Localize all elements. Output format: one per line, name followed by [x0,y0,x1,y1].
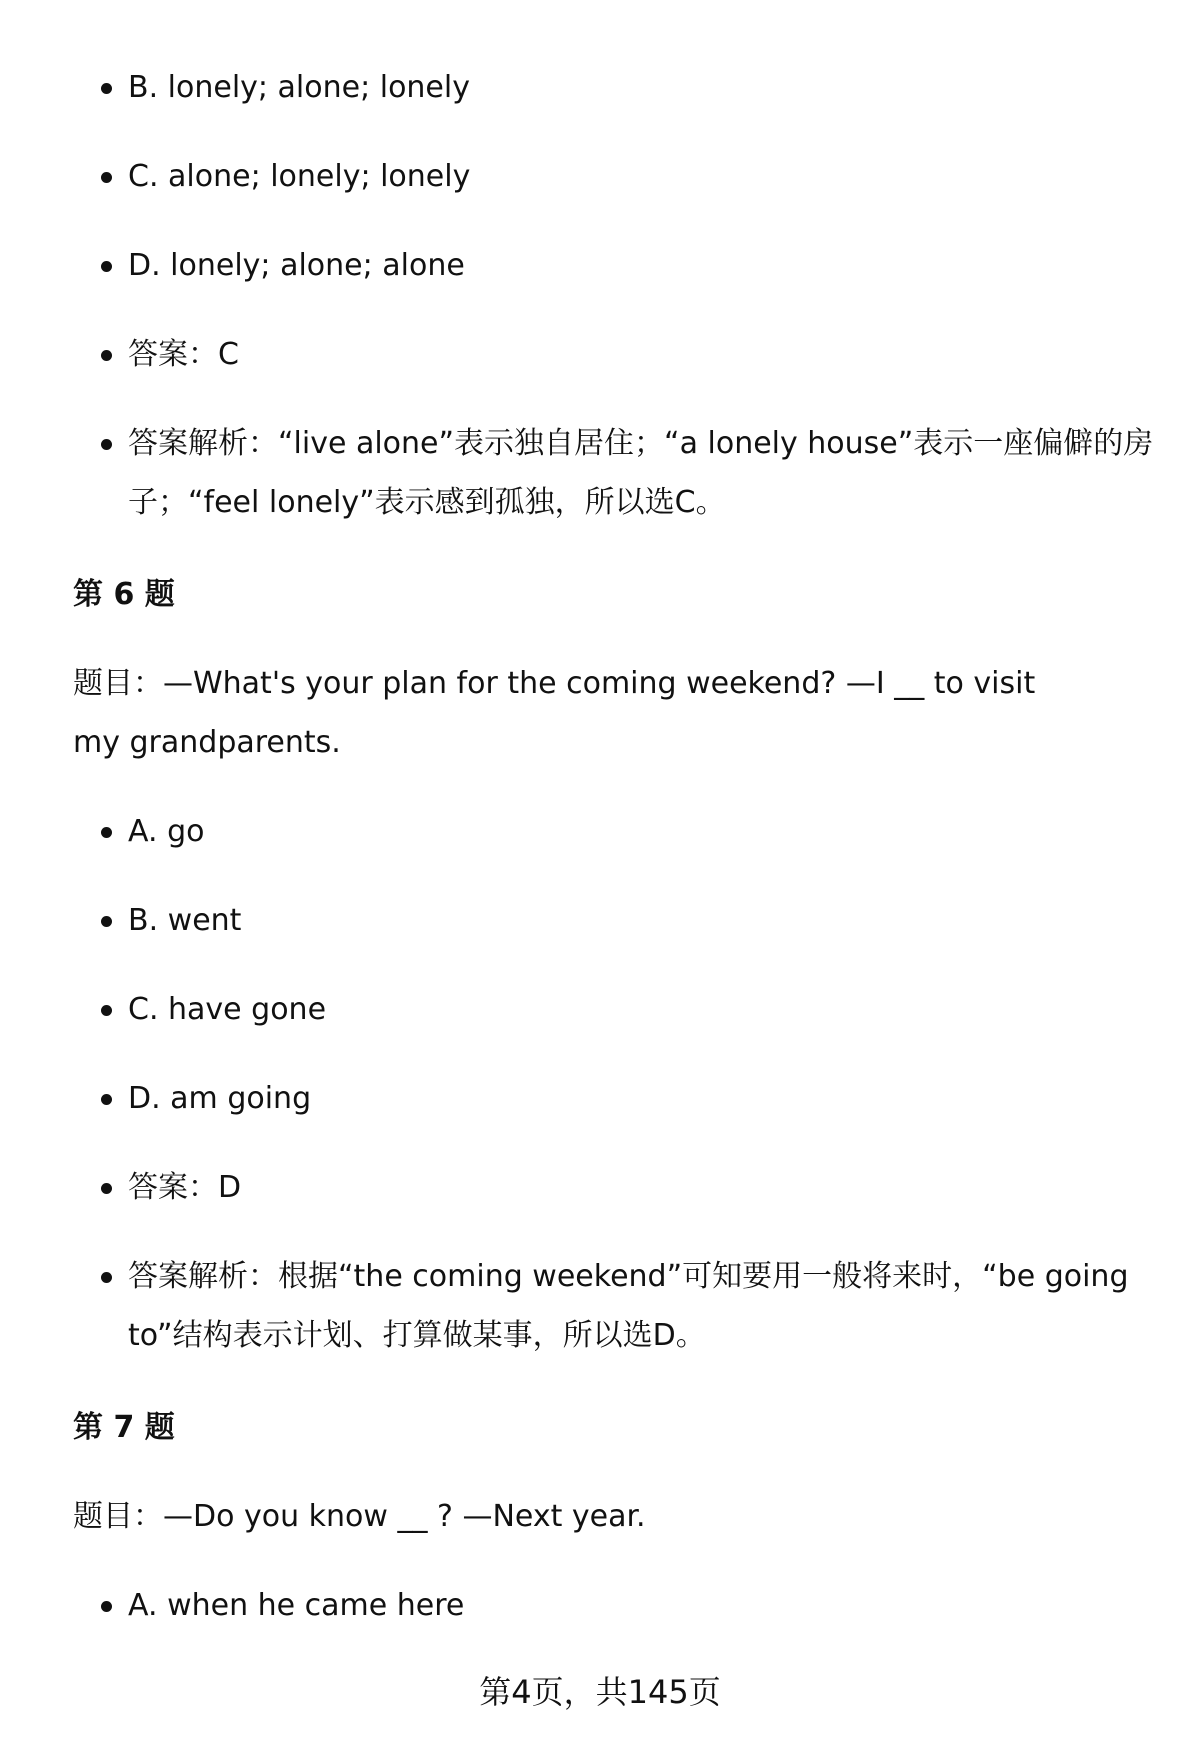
bullet-icon [101,1272,112,1283]
option-text: D. lonely; alone; alone [128,248,465,283]
q6-heading: 第 6 题 [73,577,175,612]
option-text: B. went [128,903,242,938]
bullet-icon [101,261,112,272]
q5-option-d [128,236,1158,295]
q6-option-d [128,1069,1158,1128]
bullet-icon [101,1005,112,1016]
page-number: 第4页，共145页 [479,1673,721,1711]
bullet-icon [101,172,112,183]
explanation-text: 答案解析：“live alone”表示独自居住；“a lonely house”表示一座偏僻的房子；“feel lonely”表示感到孤独，所以选C。 [128,426,1154,520]
q6-option-c [128,980,1158,1039]
explanation-text: 答案解析：根据“the coming weekend”可知要用一般将来时，“be going to”结构表示计划、打算做某事，所以选D。 [128,1259,1129,1353]
option-text: A. when he came here [128,1588,465,1623]
bullet-icon [101,1601,112,1612]
bullet-icon [101,439,112,450]
bullet-icon [101,83,112,94]
q5-answer [128,325,1158,384]
q7-option-a [128,1576,1158,1635]
bullet-icon [101,827,112,838]
q6-option-b [128,891,1158,950]
q5-option-c [128,147,1158,206]
q6-option-a [128,802,1158,861]
q7-heading: 第 7 题 [73,1410,175,1445]
q7-stem: 题目：—Do you know __ ? —Next year. [73,1499,646,1534]
answer-text: 答案：C [128,337,239,372]
bullet-icon [101,350,112,361]
bullet-icon [101,1094,112,1105]
option-text: A. go [128,814,205,849]
option-text: B. lonely; alone; lonely [128,70,470,105]
q5-explanation [128,414,1158,532]
q6-stem: 题目：—What's your plan for the coming weekend? —I __ to visit my grandparents. [73,666,1036,760]
q5-option-b [128,58,1158,117]
option-text: C. have gone [128,992,327,1027]
answer-text: 答案：D [128,1170,242,1205]
bullet-icon [101,916,112,927]
option-text: C. alone; lonely; lonely [128,159,471,194]
q6-answer [128,1158,1158,1217]
option-text: D. am going [128,1081,312,1116]
bullet-icon [101,1183,112,1194]
q6-explanation [128,1247,1158,1365]
